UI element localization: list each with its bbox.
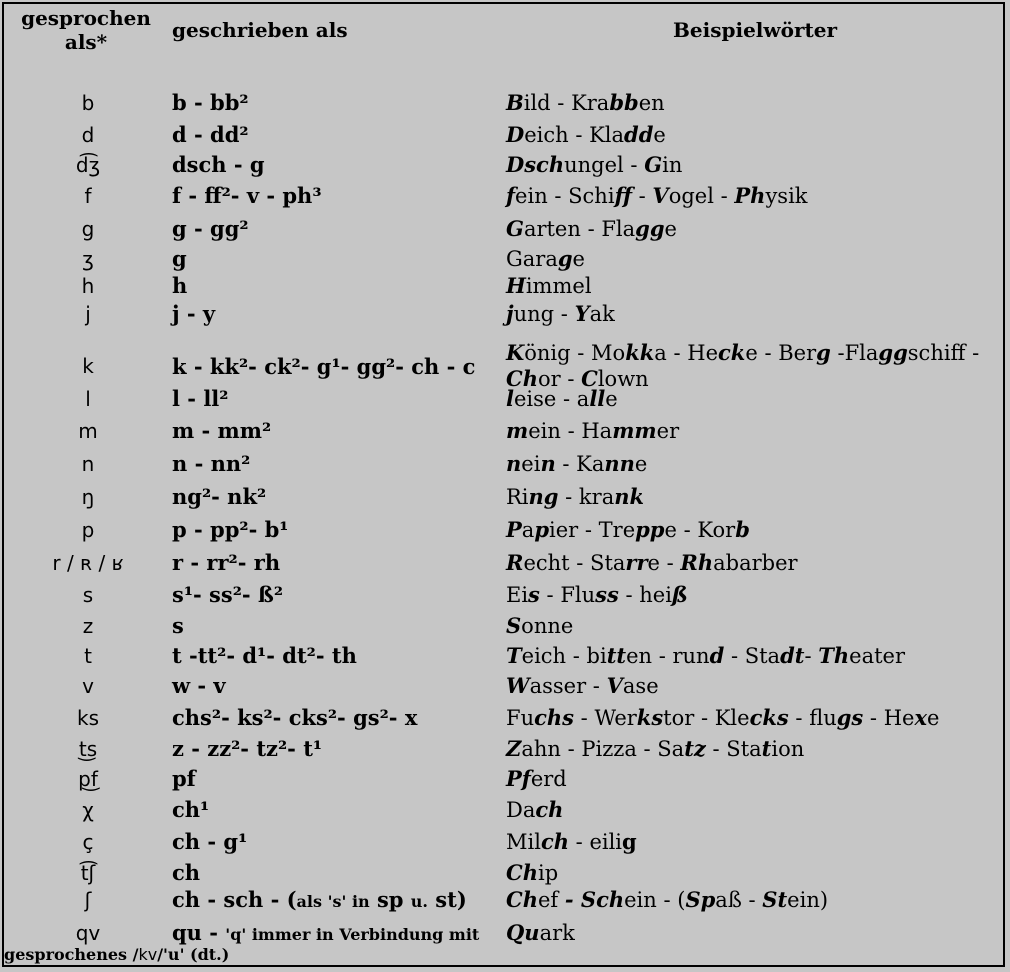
examples	[506, 797, 563, 823]
example-text: ef	[537, 888, 565, 912]
example-emphasis: b	[735, 517, 750, 542]
examples	[506, 766, 567, 792]
example-text: - He	[863, 706, 915, 730]
ipa-symbol: l	[85, 387, 91, 411]
ipa-symbol: qv	[75, 921, 101, 945]
examples	[506, 152, 682, 178]
ipa-symbol: m	[78, 419, 98, 443]
example-emphasis: m	[506, 418, 529, 443]
example-emphasis: ch	[535, 797, 564, 822]
example-text: ahn - Pizza - Sa	[521, 737, 685, 761]
spelling: ch - g¹	[172, 829, 248, 854]
example-emphasis: gg	[878, 340, 908, 365]
examples	[506, 418, 679, 444]
example-text: ase	[622, 674, 659, 698]
example-emphasis: n	[506, 451, 522, 476]
example-text: - kra	[558, 485, 615, 509]
spelling-part: ch - sch - (	[172, 887, 297, 912]
ipa-symbol: j	[85, 302, 91, 326]
example-text: ip	[537, 861, 559, 885]
spelling-part: qu -	[172, 920, 226, 945]
ipa-symbol: t͡ʃ	[80, 861, 96, 885]
example-text: e	[572, 247, 585, 271]
example-emphasis: pp	[635, 517, 665, 542]
ipa-symbol: s	[82, 583, 94, 607]
examples	[506, 484, 644, 510]
example-emphasis: Ch	[506, 860, 538, 885]
example-emphasis: chs	[534, 705, 574, 730]
examples	[506, 517, 750, 543]
example-emphasis: K	[506, 340, 525, 365]
footnote-text-b: /	[157, 945, 164, 964]
example-text: e	[605, 387, 618, 411]
examples	[506, 451, 647, 477]
examples	[506, 550, 798, 576]
examples	[506, 273, 592, 299]
footnote-ipa: kv	[138, 945, 158, 964]
ipa-symbol: g	[81, 217, 95, 241]
example-text: ild - Kra	[523, 91, 610, 115]
example-emphasis: P	[506, 517, 522, 542]
examples	[506, 246, 585, 272]
example-emphasis: R	[506, 550, 524, 575]
spelling: r - rr²- rh	[172, 550, 281, 575]
example-emphasis: g	[816, 340, 831, 365]
ipa-symbol: p͜f	[78, 767, 98, 791]
spelling-part: 'q' immer in Verbindung mit	[225, 925, 480, 944]
example-text: -Fla	[830, 341, 879, 365]
spelling-part: sp	[369, 887, 411, 912]
examples	[506, 340, 979, 392]
example-emphasis: dd	[624, 122, 654, 147]
example-emphasis: Y	[574, 301, 590, 326]
example-text: ogel -	[668, 184, 735, 208]
spelling: k - kk²- ck²- g¹- gg²- ch - c	[172, 354, 476, 379]
example-emphasis: - Sch	[564, 887, 625, 912]
example-text: en - run	[626, 644, 710, 668]
example-emphasis: ss	[595, 582, 619, 607]
ipa-symbol: n	[81, 452, 95, 476]
example-text: Fu	[506, 706, 535, 730]
examples	[506, 673, 659, 699]
example-text: - Ka	[555, 452, 605, 476]
footnote-text-c: 'u' (dt.)	[163, 945, 230, 964]
example-emphasis: Rh	[680, 550, 714, 575]
example-text: Da	[506, 798, 536, 822]
spelling	[172, 887, 467, 915]
example-emphasis: ng	[528, 484, 559, 509]
spelling: j - y	[172, 301, 216, 326]
example-emphasis: ff	[614, 183, 632, 208]
examples	[506, 643, 905, 669]
header-spoken: gesprochen als*	[21, 6, 151, 54]
example-text: ark	[539, 921, 575, 945]
example-emphasis: V	[652, 183, 669, 208]
example-emphasis: mm	[612, 418, 657, 443]
spelling: s	[172, 613, 184, 638]
example-emphasis: St	[762, 887, 788, 912]
spelling-part: als 's' in	[296, 892, 370, 911]
examples	[506, 301, 615, 327]
example-text: e	[653, 123, 666, 147]
example-emphasis: Pf	[506, 766, 531, 791]
example-emphasis: ch	[540, 829, 569, 854]
example-emphasis: D	[506, 122, 525, 147]
example-emphasis: Ch	[506, 366, 538, 391]
spelling: b - bb²	[172, 90, 249, 115]
ipa-symbol: t	[84, 644, 92, 668]
example-text: echt - Sta	[523, 551, 626, 575]
example-emphasis: rr	[625, 550, 648, 575]
spelling: g - gg²	[172, 216, 249, 241]
example-text: aß -	[715, 888, 763, 912]
spelling: s¹- ss²- ß²	[172, 582, 284, 607]
ipa-symbol: ʒ	[82, 247, 94, 271]
example-emphasis: s	[528, 582, 540, 607]
example-text: Gara	[506, 247, 558, 271]
example-emphasis: G	[644, 152, 663, 177]
examples	[506, 122, 666, 148]
example-emphasis: Sp	[685, 887, 716, 912]
examples	[506, 829, 637, 855]
example-text: ak	[589, 302, 615, 326]
ipa-symbol: b	[81, 91, 95, 115]
example-emphasis: B	[506, 90, 524, 115]
ipa-symbol: ç	[82, 830, 94, 854]
example-emphasis: l	[506, 386, 514, 411]
spelling: t -tt²- d¹- dt²- th	[172, 643, 357, 668]
example-emphasis: nk	[614, 484, 645, 509]
ipa-symbol: ŋ	[81, 485, 95, 509]
ipa-symbol: p	[81, 518, 95, 542]
spelling: z - zz²- tz²- t¹	[172, 736, 323, 761]
ipa-symbol: d͡ʒ	[75, 153, 101, 177]
example-text: er	[656, 419, 680, 443]
example-emphasis: n	[540, 451, 556, 476]
example-emphasis: Qu	[506, 920, 540, 945]
spelling: p - pp²- b¹	[172, 517, 289, 542]
example-emphasis: nn	[604, 451, 635, 476]
ipa-symbol: f	[84, 184, 92, 208]
example-text: ung -	[513, 302, 575, 326]
example-text: önig - Mo	[524, 341, 626, 365]
examples	[506, 216, 677, 242]
example-text: arten - Fla	[523, 217, 636, 241]
examples	[506, 860, 558, 886]
example-text: - flu	[788, 706, 837, 730]
example-text: in	[662, 153, 683, 177]
examples	[506, 705, 939, 731]
example-text: eich - bi	[521, 644, 607, 668]
example-emphasis: kk	[625, 340, 655, 365]
examples	[506, 386, 618, 412]
ipa-symbol: h	[81, 274, 95, 298]
spelling: dsch - g	[172, 152, 265, 177]
example-emphasis: Dsch	[506, 152, 565, 177]
spelling: ch¹	[172, 797, 210, 822]
example-text: e	[664, 217, 677, 241]
example-emphasis: ks	[636, 705, 664, 730]
example-text: Ri	[506, 485, 529, 509]
example-emphasis: Ch	[506, 887, 538, 912]
ipa-symbol: r / ʀ / ʁ	[52, 551, 124, 575]
example-text: - Sta	[724, 644, 781, 668]
example-emphasis: W	[506, 673, 530, 698]
example-emphasis: C	[581, 366, 598, 391]
spelling-part: st)	[428, 887, 467, 912]
example-emphasis: Ph	[734, 183, 766, 208]
example-text: ungel -	[564, 153, 645, 177]
spelling: ch	[172, 860, 201, 885]
spelling: l - ll²	[172, 386, 229, 411]
ipa-symbol: k	[82, 354, 94, 378]
example-emphasis: x	[914, 705, 927, 730]
example-text: tor - Kle	[663, 706, 750, 730]
example-text: Mil	[506, 830, 541, 854]
example-emphasis: H	[506, 273, 526, 298]
example-text: -	[631, 184, 653, 208]
example-emphasis: tt	[606, 643, 627, 668]
example-text: e	[926, 706, 940, 730]
example-emphasis: tz	[684, 736, 706, 761]
spelling-part: u.	[410, 892, 428, 911]
example-text: - Wer	[574, 706, 637, 730]
example-emphasis: Z	[506, 736, 522, 761]
examples	[506, 90, 665, 116]
example-text: abarber	[713, 551, 798, 575]
example-text: ein)	[787, 888, 829, 912]
example-text: ein - Ha	[528, 419, 613, 443]
ipa-symbol: v	[82, 674, 94, 698]
example-emphasis: G	[506, 216, 524, 241]
example-text: asser -	[529, 674, 607, 698]
footnote-line	[4, 944, 229, 966]
example-text: eater	[849, 644, 906, 668]
example-text: - Flu	[539, 583, 596, 607]
examples	[506, 920, 575, 946]
example-text: schiff -	[907, 341, 980, 365]
spelling: d - dd²	[172, 122, 249, 147]
header-examples: Beispielwörter	[673, 18, 837, 42]
example-text: -	[804, 644, 819, 668]
example-text: eise - a	[513, 387, 590, 411]
footnote-text-a: gesprochenes /	[4, 945, 139, 964]
example-text: ier - Tre	[549, 518, 636, 542]
example-emphasis: ll	[589, 386, 606, 411]
example-emphasis: cks	[749, 705, 789, 730]
example-text: - eili	[569, 830, 623, 854]
example-emphasis: V	[606, 673, 623, 698]
example-text: ein - (	[624, 888, 686, 912]
example-text: ein - Schi	[515, 184, 615, 208]
example-emphasis: dt	[780, 643, 805, 668]
example-emphasis: t	[761, 736, 772, 761]
example-text: or -	[537, 367, 582, 391]
example-emphasis: ck	[718, 340, 746, 365]
spelling: g	[172, 246, 187, 271]
example-emphasis: j	[506, 301, 514, 326]
example-emphasis: gs	[836, 705, 864, 730]
example-text: ei	[521, 452, 541, 476]
example-text: erd	[530, 767, 567, 791]
examples	[506, 582, 688, 608]
example-emphasis: bb	[609, 90, 639, 115]
example-emphasis: ß	[671, 582, 688, 607]
header-written: geschrieben als	[172, 18, 348, 42]
example-text: e - Ber	[745, 341, 817, 365]
ipa-symbol: ks	[76, 706, 99, 730]
ipa-symbol: χ	[82, 798, 94, 822]
example-text: a	[521, 518, 535, 542]
ipa-symbol: t͜s	[78, 737, 98, 761]
examples	[506, 887, 828, 913]
example-text: Ei	[506, 583, 529, 607]
example-emphasis: T	[506, 643, 522, 668]
example-emphasis: g	[557, 246, 573, 271]
example-text: immel	[525, 274, 592, 298]
example-emphasis: S	[506, 613, 522, 638]
example-text: ion	[771, 737, 805, 761]
example-text: eich - Kla	[524, 123, 625, 147]
examples	[506, 613, 573, 639]
examples	[506, 736, 804, 762]
ipa-symbol: ʃ	[84, 888, 92, 912]
spelling: n - nn²	[172, 451, 251, 476]
example-emphasis: gg	[635, 216, 665, 241]
example-text: lown	[597, 367, 649, 391]
example-text: e -	[647, 551, 681, 575]
example-text: - hei	[618, 583, 672, 607]
spelling: ng²- nk²	[172, 484, 267, 509]
example-emphasis: f	[506, 183, 516, 208]
example-text: ysik	[765, 184, 808, 208]
spelling: pf	[172, 766, 196, 791]
example-text: onne	[521, 614, 574, 638]
spelling: m - mm²	[172, 418, 272, 443]
spelling: h	[172, 273, 188, 298]
ipa-symbol: d	[81, 123, 95, 147]
spelling: w - v	[172, 673, 226, 698]
example-emphasis: g	[622, 829, 637, 854]
example-text: e	[634, 452, 648, 476]
examples	[506, 183, 808, 209]
spelling: chs²- ks²- cks²- gs²- x	[172, 705, 418, 730]
ipa-symbol: z	[82, 614, 94, 638]
example-text: e - Kor	[664, 518, 736, 542]
example-emphasis: Th	[818, 643, 850, 668]
spelling: f - ff²- v - ph³	[172, 183, 322, 208]
example-emphasis: d	[709, 643, 725, 668]
example-text: - Sta	[705, 737, 762, 761]
example-text: a - He	[654, 341, 719, 365]
example-text: en	[638, 91, 665, 115]
example-emphasis: p	[534, 517, 550, 542]
